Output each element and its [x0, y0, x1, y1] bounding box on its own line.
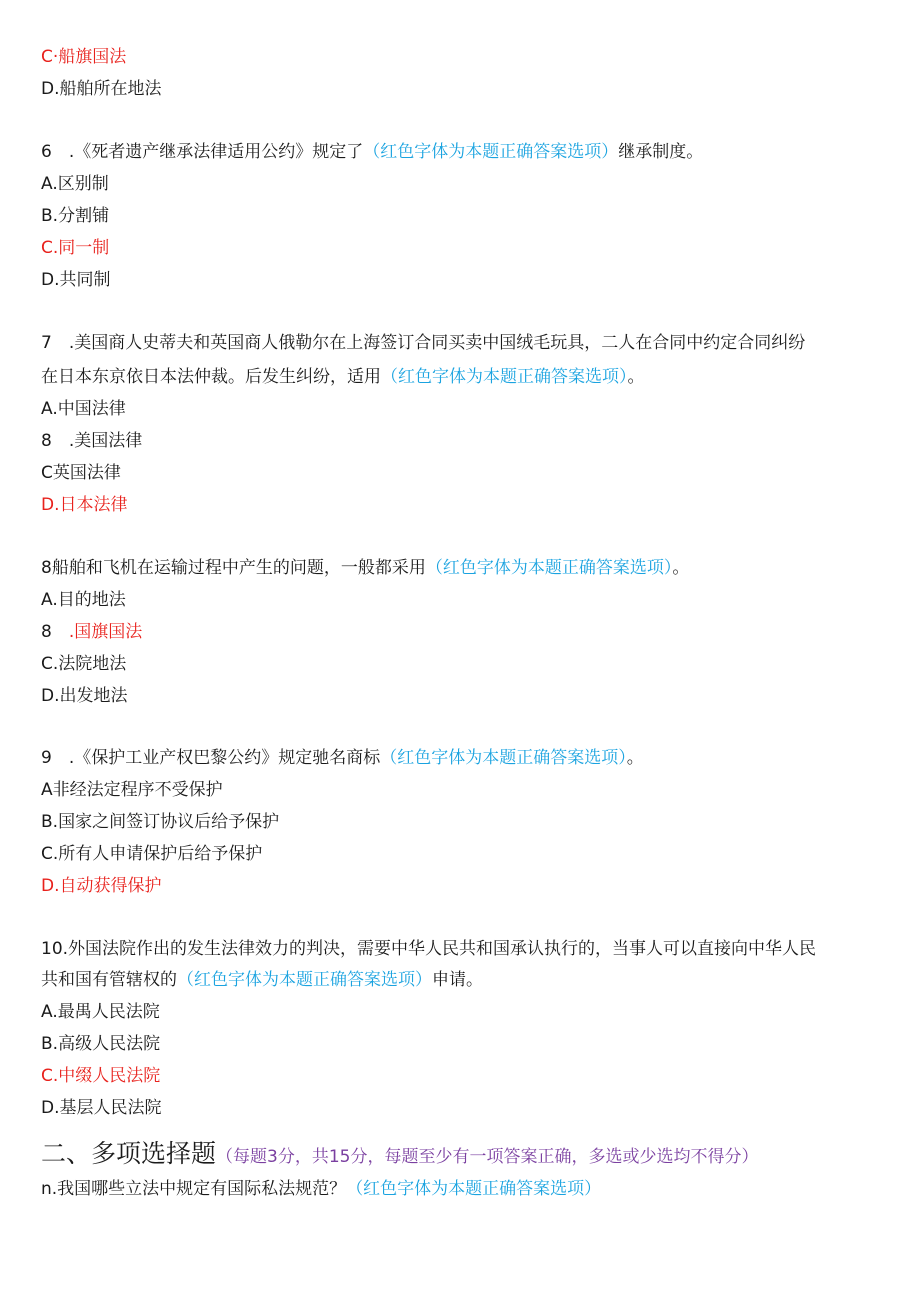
q8-option-b-text: .国旗国法: [68, 622, 143, 642]
q8-stem-end: 。: [672, 558, 690, 578]
q9-stem: [41, 746, 644, 770]
q9-stem-text: 9 .《保护工业产权巴黎公约》规定驰名商标: [41, 748, 381, 768]
q10-answer-hint: （红色字体为本题正确答案选项）: [177, 970, 432, 990]
q5-option-c-correct: C·船旗国法: [41, 47, 127, 67]
q11-stem: [41, 1177, 601, 1201]
q9-option-c: C.所有人申请保护后给予保护: [41, 844, 263, 864]
q9-stem-end: 。: [626, 748, 644, 768]
section-title: 二、多项选择题: [41, 1139, 217, 1168]
q6-option-a: A.区别制: [41, 174, 109, 194]
q9-option-d-correct: D.自动获得保护: [41, 876, 162, 896]
q8-option-c: C.法院地法: [41, 654, 127, 674]
q8-stem-text: 8船舶和飞机在运输过程中产生的问题，一般都采用: [41, 558, 426, 578]
q6-stem-text: 6 .《死者遗产继承法律适用公约》规定了: [41, 142, 364, 162]
q7-option-b: 8 .美国法律: [41, 431, 143, 451]
q8-option-b-correct: [41, 620, 142, 644]
q6-option-c-correct: C.同一制: [41, 238, 110, 258]
q11-stem-text: n.我国哪些立法中规定有国际私法规范？: [41, 1179, 347, 1199]
q10-option-d: D.基层人民法院: [41, 1098, 162, 1118]
q10-stem-line1: 10.外国法院作出的发生法律效力的判决，需要中华人民共和国承认执行的，当事人可以直接向中华人民: [41, 939, 817, 959]
q8-stem: [41, 556, 689, 580]
q8-answer-hint: （红色字体为本题正确答案选项）: [425, 558, 673, 578]
q10-option-c-correct: C.中缀人民法院: [41, 1066, 161, 1086]
q8-option-d: D.出发地法: [41, 686, 128, 706]
q6-stem-end: 继承制度。: [618, 142, 704, 162]
q5-option-d: D.船舶所在地法: [41, 79, 162, 99]
q10-option-b: B.高级人民法院: [41, 1034, 161, 1054]
q10-stem-text: 共和国有管辖权的: [41, 970, 177, 990]
q9-option-a: A非经法定程序不受保护: [41, 780, 223, 800]
q8-option-b-number: 8: [41, 622, 69, 642]
q7-stem-end: 。: [627, 367, 645, 387]
q7-option-a: A.中国法律: [41, 399, 126, 419]
q7-option-d-correct: D.日本法律: [41, 495, 128, 515]
q7-option-c: C英国法律: [41, 463, 121, 483]
q9-answer-hint: （红色字体为本题正确答案选项）: [380, 748, 627, 768]
section-scoring-note: （每题3分，共15分，每题至少有一项答案正确，多选或少选均不得分）: [216, 1147, 759, 1167]
q7-answer-hint: （红色字体为本题正确答案选项）: [381, 367, 628, 387]
q6-stem: [41, 140, 703, 164]
q7-stem-text: 在日本东京依日本法仲裁。后发生纠纷，适用: [41, 367, 381, 387]
q9-option-b: B.国家之间签订协议后给予保护: [41, 812, 280, 832]
q7-stem-line1: 7 .美国商人史蒂夫和英国商人俄勒尔在上海签订合同买卖中国绒毛玩具，二人在合同中约定合同纠纷: [41, 333, 806, 353]
q10-stem-end: 申请。: [432, 970, 483, 990]
q10-option-a: A.最禺人民法院: [41, 1002, 160, 1022]
q6-answer-hint: （红色字体为本题正确答案选项）: [363, 142, 619, 162]
q11-answer-hint: （红色字体为本题正确答案选项）: [346, 1179, 602, 1199]
q10-stem-line2: [41, 968, 483, 992]
q6-option-d: D.共同制: [41, 270, 111, 290]
q7-stem-line2: [41, 365, 645, 389]
section-heading: [41, 1138, 758, 1173]
q8-option-a: A.目的地法: [41, 590, 126, 610]
q6-option-b: B.分割铺: [41, 206, 110, 226]
